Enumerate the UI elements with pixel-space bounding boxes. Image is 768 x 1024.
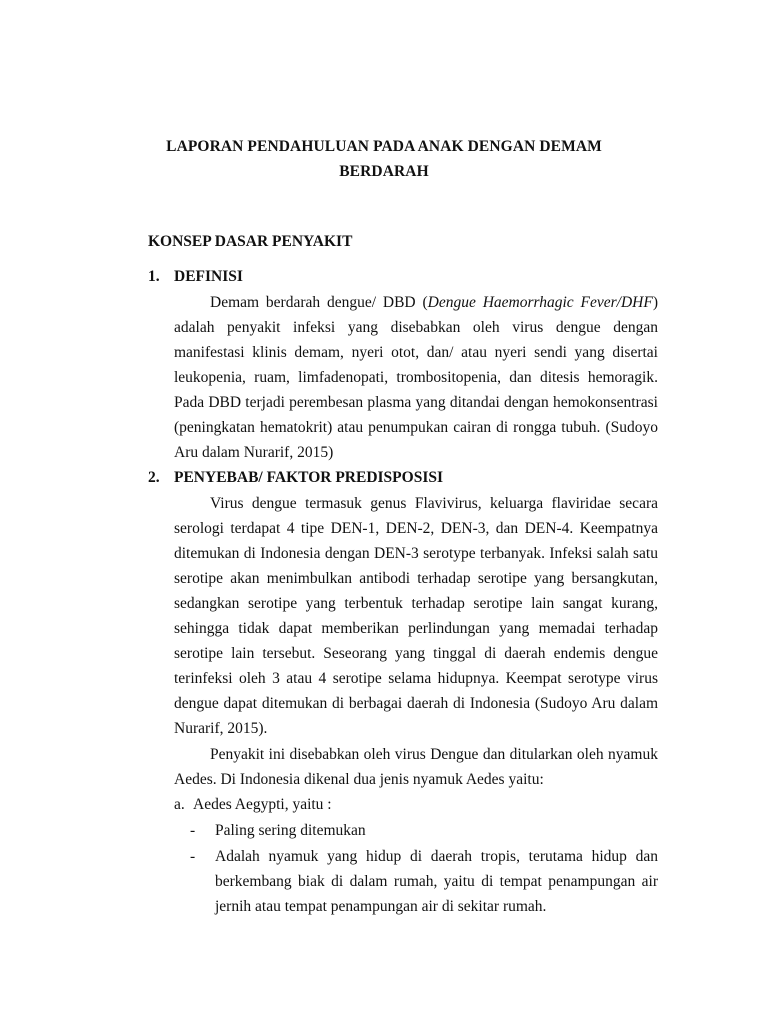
definisi-line-2: adalah penyakit infeksi yang disebabkan oleh virus dengue dengan xyxy=(174,319,658,336)
penyebab-p1-line-6: sehingga tidak dapat memberikan perlindungan yang memadai terhadap xyxy=(174,620,658,637)
bullet-2-line-3: jernih atau tempat penampungan air di sekitar rumah. xyxy=(215,898,547,915)
definisi-line-3: manifestasi klinis demam, nyeri otot, dan/ atau nyeri sendi yang disertai xyxy=(174,344,658,361)
penyebab-p2-line-1: Penyakit ini disebabkan oleh virus Dengue dan ditularkan oleh nyamuk xyxy=(210,746,658,763)
definisi-heading: DEFINISI xyxy=(174,268,243,285)
penyebab-heading: PENYEBAB/ FAKTOR PREDISPOSISI xyxy=(174,469,444,486)
penyebab-p1-line-2: serologi terdapat 4 tipe DEN-1, DEN-2, DEN-3, dan DEN-4. Keempatnya xyxy=(174,520,658,537)
penyebab-p1-line-9: dengue dapat ditemukan di berbagai daerah di Indonesia (Sudoyo Aru dalam xyxy=(174,695,658,712)
item-number-1: 1. xyxy=(148,268,160,285)
definisi-text-close: ) xyxy=(652,294,658,311)
bullet-dash-1: - xyxy=(190,822,196,839)
penyebab-p1-line-5: sedangkan serotipe yang terbentuk terhadap serotipe lain sangat kurang, xyxy=(174,595,658,612)
document-title-line-1: LAPORAN PENDAHULUAN PADA ANAK DENGAN DEMAM xyxy=(166,138,602,155)
definisi-line-5: Pada DBD terjadi perembesan plasma yang ditandai dengan hemokonsentrasi xyxy=(174,394,658,411)
bullet-2-line-2: berkembang biak di dalam rumah, yaitu di tempat penampungan air xyxy=(215,873,658,890)
penyebab-p1-line-1: Virus dengue termasuk genus Flavivirus, keluarga flaviridae secara xyxy=(210,495,658,512)
definisi-text-start: Demam berdarah dengue/ DBD ( xyxy=(210,294,428,311)
penyebab-p1-line-8: terinfeksi oleh 3 atau 4 serotipe selama hidupnya. Keempat serotype virus xyxy=(174,670,658,687)
penyebab-p1-line-10: Nurarif, 2015). xyxy=(174,720,268,737)
definisi-line-7: Aru dalam Nurarif, 2015) xyxy=(174,444,334,461)
sub-item-a-text: Aedes Aegypti, yaitu : xyxy=(193,796,332,813)
document-title-line-2: BERDARAH xyxy=(339,163,429,180)
definisi-line-4: leukopenia, ruam, limfadenopati, trombositopenia, dan ditesis hemoragik. xyxy=(174,369,658,386)
penyebab-p2-line-2: Aedes. Di Indonesia dikenal dua jenis nyamuk Aedes yaitu: xyxy=(174,771,544,788)
item-number-2: 2. xyxy=(148,469,160,486)
bullet-1-text: Paling sering ditemukan xyxy=(215,822,366,839)
definisi-line-6: (peningkatan hematokrit) atau penumpukan cairan di rongga tubuh. (Sudoyo xyxy=(174,419,658,436)
definisi-line-1 xyxy=(210,293,658,313)
bullet-dash-2: - xyxy=(190,848,196,865)
penyebab-p1-line-3: ditemukan di Indonesia dengan DEN-3 serotype terbanyak. Infeksi salah satu xyxy=(174,545,658,562)
penyebab-p1-line-7: serotipe lain tersebut. Seseorang yang tinggal di daerah endemis dengue xyxy=(174,645,658,662)
penyebab-p1-line-4: serotipe akan menimbulkan antibodi terhadap serotipe yang bersangkutan, xyxy=(174,570,658,587)
section-heading: KONSEP DASAR PENYAKIT xyxy=(148,233,353,250)
sub-item-letter-a: a. xyxy=(174,796,185,813)
bullet-2-line-1: Adalah nyamuk yang hidup di daerah tropis, terutama hidup dan xyxy=(215,848,658,865)
definisi-italic-term: Dengue Haemorrhagic Fever/DHF xyxy=(427,294,653,311)
